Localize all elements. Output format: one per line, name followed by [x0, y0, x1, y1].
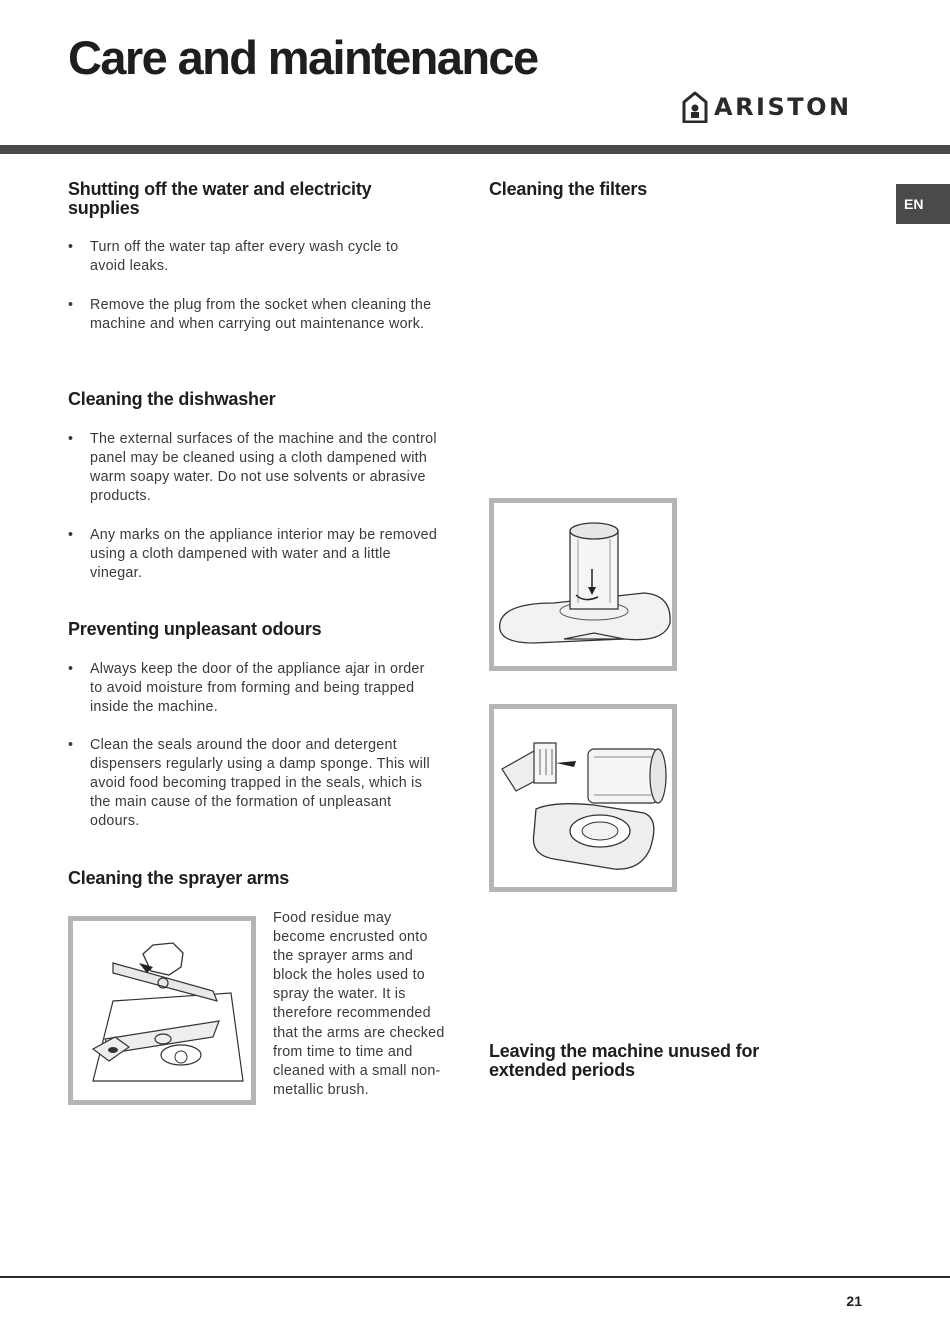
- bullet-item: • Turn off the water tap after every wash cycle to avoid leaks.: [68, 238, 438, 276]
- bullet-item: • The external surfaces of the machine and the control panel may be cleaned using a cloth dampened with warm soapy water. Do not use solvents or abrasive products.: [68, 430, 438, 506]
- filter-parts-illustration: [489, 704, 677, 892]
- brand-logo: [682, 90, 852, 124]
- bullet-item: • Remove the plug from the socket when cleaning the machine and when carrying out maintenance work.: [68, 296, 438, 334]
- footer-rule: [0, 1276, 950, 1278]
- section-heading-odours: Preventing unpleasant odours: [68, 619, 322, 639]
- section-heading-sprayer-arms: Cleaning the sprayer arms: [68, 868, 290, 888]
- brand-name: ARISTON: [714, 93, 852, 121]
- house-logo-icon: [682, 91, 708, 123]
- sprayer-arms-illustration: [68, 916, 256, 1105]
- section-heading-cleaning-dishwasher: Cleaning the dishwasher: [68, 389, 276, 409]
- page-number: 21: [846, 1293, 862, 1309]
- bullet-item: • Clean the seals around the door and detergent dispensers regularly using a damp sponge. This will avoid food becoming trapped in the seals, which is the main cause of the formation of unpleasant odours.: [68, 736, 438, 831]
- filter-assembly-illustration: [489, 498, 677, 671]
- bullet-item: • Any marks on the appliance interior may be removed using a cloth dampened with water and a little vinegar.: [68, 526, 438, 583]
- section-heading-unused: Leaving the machine unused for extended periods: [489, 1041, 760, 1080]
- page-title: Care and maintenance: [68, 31, 538, 84]
- sprayer-arms-text: Food residue may become encrusted onto the sprayer arms and block the holes used to spray the water. It is therefore recommended that the arms are checked from time to time and cleaned with a small non-metallic brush.: [273, 910, 445, 1098]
- header-bar: [0, 145, 950, 154]
- language-tab: EN: [896, 184, 950, 224]
- section-heading-shutoff: Shutting off the water and electricity supplies: [68, 179, 372, 218]
- bullet-item: • Always keep the door of the appliance ajar in order to avoid moisture from forming and being trapped inside the machine.: [68, 660, 438, 717]
- section-heading-filters: Cleaning the filters: [489, 179, 648, 199]
